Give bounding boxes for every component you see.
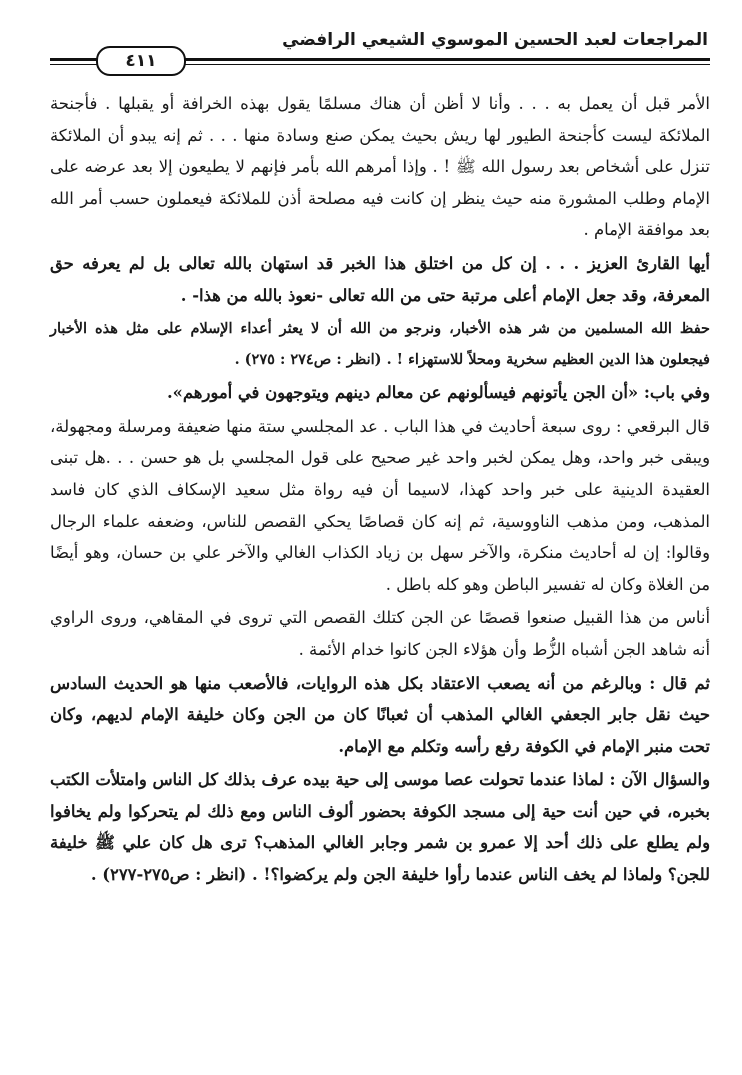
paragraph: الأمر قبل أن يعمل به . . . وأنا لا أظن أن هناك مسلمًا يقول بهذه الخرافة أو يقبلها . فأجنحة الملائكة ليست كأجنحة الطيور لها ريش بحيث يمكن صنع وسادة منها . . . ثم إنه يبدو أن الملائكة تنزل على أشخاص بعد رسول الله ﷺ ! . وإذا أمرهم الله بأمر فإنهم لا يطيعون إلا بعد عرضه على الإمام وطلب المشورة منه حيث ينظر إن كانت فيه مصلحة أذن للملائكة فيعملون حسب أمر الله بعد موافقة الإمام . xyxy=(50,94,710,240)
page-number-badge: ٤١١ xyxy=(96,46,186,76)
paragraph: أناس من هذا القبيل صنعوا قصصًا عن الجن كتلك القصص التي تروى في المقاهي، وروى الراوي أنه شاهد الجن أشباه الزُّط وأن هؤلاء الجن كانوا خدام الأئمة . xyxy=(50,608,710,659)
running-title: المراجعات لعبد الحسين الموسوي الشيعي الرافضي xyxy=(282,30,708,50)
page-header xyxy=(50,22,710,72)
paragraph: ثم قال : وبالرغم من أنه يصعب الاعتقاد بكل هذه الروايات، فالأصعب منها هو الحديث السادس حيث نقل جابر الجعفي الغالي المذهب أن ثعبانًا كان من الجن وكان خليفة الإمام لديهم، وكان تحت منبر الإمام في الكوفة رفع رأسه وتكلم مع الإمام. xyxy=(50,673,710,756)
paragraph: حفظ الله المسلمين من شر هذه الأخبار، ونرجو من الله أن لا يعثر أعداء الإسلام على مثل هذه الأخبار فيجعلون هذا الدين العظيم سخرية ومحلاً للاستهزاء ! . (انظر : ص٢٧٤ : ٢٧٥) . xyxy=(50,320,710,369)
body-text xyxy=(50,88,710,1058)
chapter-heading: وفي باب: «أن الجن يأتونهم فيسألونهم عن معالم دينهم ويتوجهون في أمورهم». xyxy=(166,383,710,403)
paragraph: والسؤال الآن : لماذا عندما تحولت عصا موسى إلى حية بيده عرف بذلك كل الناس وامتلأت الكتب بخبره، في حين أنت حية إلى مسجد الكوفة بحضور ألوف الناس ومع ذلك لم يتحركوا ولم يخافوا ولم يطلع على ذلك أحد إلا عمرو بن شمر وجابر الغالي المذهب؟ ترى هل كان علي ﷺ خليفة للجن؟ ولماذا لم يخف الناس عندما رأوا خليفة الجن ولم يركضوا؟! . (انظر : ص٢٧٥-٢٧٧) . xyxy=(50,770,710,885)
paragraph: أيها القارئ العزيز . . . إن كل من اختلق هذا الخبر قد استهان بالله تعالى بل لم يعرفه حق المعرفة، وقد جعل الإمام أعلى مرتبة حتى من الله تعالى -نعوذ بالله من هذا- . xyxy=(50,253,710,305)
paragraph: قال البرقعي : روى سبعة أحاديث في هذا الباب . عد المجلسي ستة منها ضعيفة ومرسلة ومجهولة، ويبقى خبر واحد، وهل يمكن لخبر واحد غير صحيح على قول المجلسي بل هو حسن . . .هل تبنى العقيدة الدينية على خبر واحد كهذا، لاسيما أن فيه رواة مثل سعيد الإسكاف الذي كان فاسد المذهب، ومن مذهب الناووسية، ثم إنه كان قصاصًا يحكي القصص للناس، وضعفه علماء الرجال وقالوا: إن له أحاديث منكرة، والآخر سهل بن زياد الكذاب الغالي والآخر علي بن حسان، وهو أيضًا من الغلاة وكان له تفسير الباطن وهو كله باطل . xyxy=(50,416,710,594)
